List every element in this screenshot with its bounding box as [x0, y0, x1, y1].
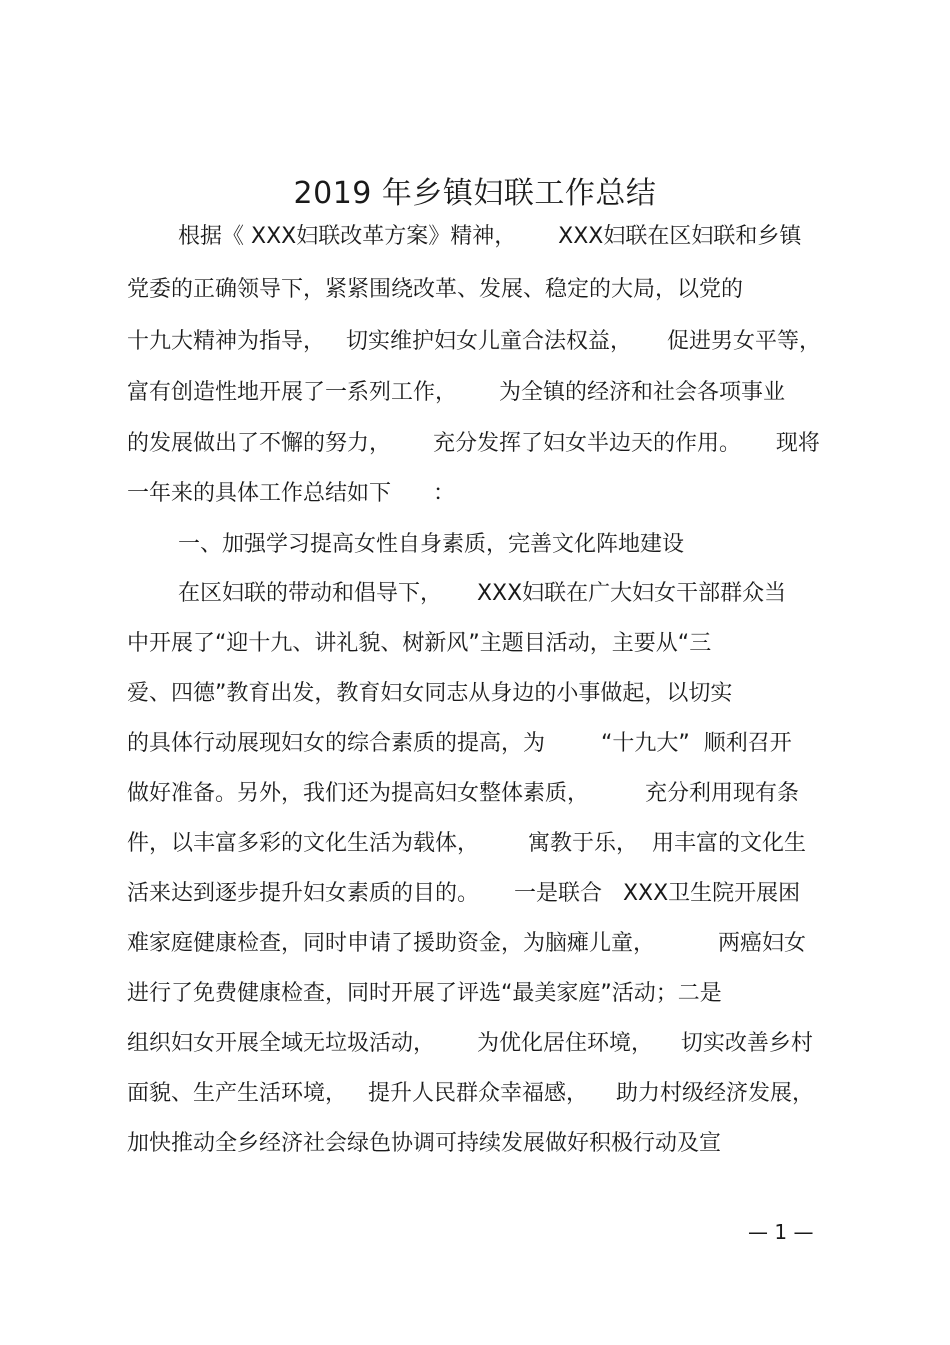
paragraph-line: 做好准备。另外，我们还为提高妇女整体素质， 充分利用现有条 — [127, 781, 799, 806]
paragraph-line: 的发展做出了不懈的努力， 充分发挥了妇女半边天的作用。 现将 — [127, 431, 820, 456]
paragraph-line: 党委的正确领导下，紧紧围绕改革、发展、稳定的大局，以党的 — [127, 277, 744, 302]
paragraph-line: 在区妇联的带动和倡导下， XXX妇联在广大妇女干部群众当 — [178, 581, 787, 606]
paragraph-line: 十九大精神为指导， 切实维护妇女儿童合法权益， 促进男女平等， — [127, 329, 821, 354]
paragraph-line: 件，以丰富多彩的文化生活为载体， 寓教于乐， 用丰富的文化生 — [127, 831, 806, 856]
document-title: 2019 年乡镇妇联工作总结 — [293, 176, 657, 211]
paragraph-line: 根据《 XXX妇联改革方案》精神， XXX妇联在区妇联和乡镇 — [178, 224, 802, 249]
paragraph-line: 一年来的具体工作总结如下 ： — [127, 481, 455, 506]
paragraph-line: 的具体行动展现妇女的综合素质的提高，为 “十九大” 顺利召开 — [127, 731, 792, 756]
paragraph-line: 爱、四德”教育出发，教育妇女同志从身边的小事做起，以切实 — [127, 681, 733, 706]
paragraph-line: 富有创造性地开展了一系列工作， 为全镇的经济和社会各项事业 — [127, 380, 785, 405]
section-heading: 一、加强学习提高女性自身素质，完善文化阵地建设 — [178, 532, 685, 557]
paragraph-line: 活来达到逐步提升妇女素质的目的。 一是联合 XXX卫生院开展困 — [127, 881, 801, 906]
paragraph-line: 难家庭健康检查，同时申请了援助资金，为脑瘫儿童， 两癌妇女 — [127, 931, 806, 956]
paragraph-line: 面貌、生产生活环境， 提升人民群众幸福感， 助力村级经济发展， — [127, 1081, 814, 1106]
paragraph-line: 进行了免费健康检查，同时开展了评选“最美家庭”活动；二是 — [127, 981, 722, 1006]
paragraph-line: 中开展了“迎十九、讲礼貌、树新风”主题目活动，主要从“三 — [127, 631, 712, 656]
page-number: — 1 — — [748, 1220, 814, 1244]
paragraph-line: 加快推动全乡经济社会绿色协调可持续发展做好积极行动及宣 — [127, 1131, 722, 1156]
paragraph-line: 组织妇女开展全域无垃圾活动， 为优化居住环境， 切实改善乡村 — [127, 1031, 813, 1056]
